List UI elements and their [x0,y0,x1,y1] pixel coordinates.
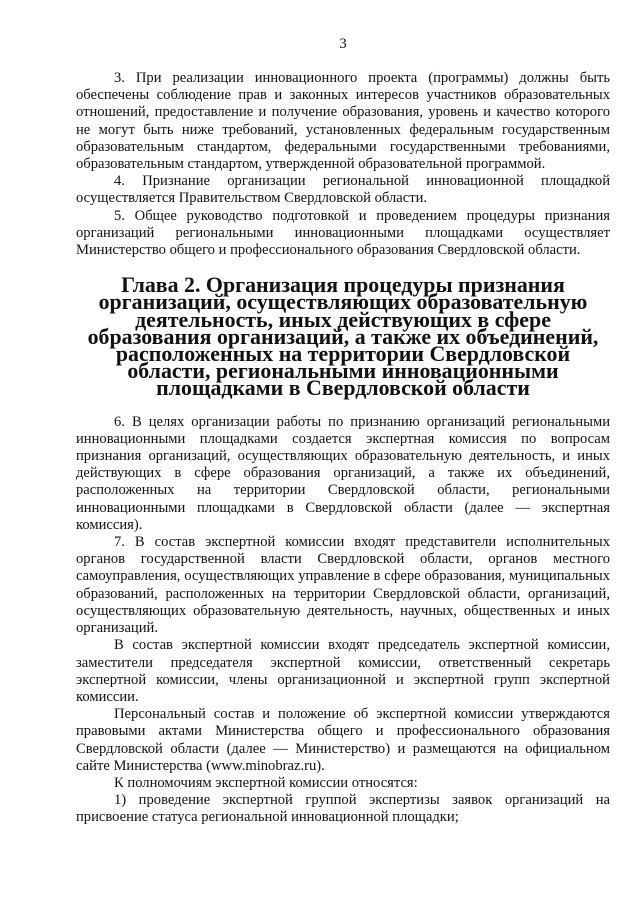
paragraph-5: 5. Общее руководство подготовкой и проведением процедуры признания организаций региональными инновационными площадками осуществляет Министерство общего и профессионального образования Свердловской области. [76,207,610,259]
paragraph-commission-personnel: Персональный состав и положение об экспертной комиссии утверждаются правовыми актами Министерства общего и профессионального образования Свердловской области (далее — Министерство) и размещаются на официальном сайте Министерства (www.minobraz.ru). [76,706,610,774]
paragraph-4: 4. Признание организации региональной инновационной площадкой осуществляется Правительством Свердловской области. [76,173,610,207]
page-number: 3 [339,36,347,52]
paragraph-commission-composition: В состав экспертной комиссии входят председатель экспертной комиссии, заместители председателя экспертной комиссии, ответственный секретарь экспертной комиссии, члены организационной и экспертной групп экспертной комиссии. [76,637,610,705]
paragraph-7: 7. В состав экспертной комиссии входят представители исполнительных органов государственной власти Свердловской области, органов местного самоуправления, осуществляющих управление в сфере образования, муниципальных образований, расположенных на территории Свердловской области, организаций, осуществляющих образовательную деятельность, научных, общественных и иных организаций. [76,534,610,637]
paragraph-powers-intro: К полномочиям экспертной комиссии относятся: [114,774,418,791]
paragraph-6: 6. В целях организации работы по признанию организаций региональными инновационными площадками создается экспертная комиссия по вопросам признания организаций, осуществляющих образовательную деятельность, и иных действующих в сфере образования организаций, а также их объединений, расположенных на территории Свердловской области, региональными инновационными площадками в Свердловской области (далее — экспертная комиссия). [76,413,610,533]
chapter-2-title: Глава 2. Организация процедуры признания организаций, осуществляющих образовательную деятельность, иных действующих в сфере образования организаций, а также их объединений, расположенных на территории Свердловской области, региональными инновационными площадками в Свердловской области [87,272,599,401]
paragraph-power-1: 1) проведение экспертной группой экспертизы заявок организаций на присвоение статуса региональной инновационной площадки; [76,792,610,826]
paragraph-3: 3. При реализации инновационного проекта (программы) должны быть обеспечены соблюдение прав и законных интересов участников образовательных отношений, предоставление и получение образования, уровень и качество которого не могут быть ниже требований, установленных федеральным государственным образовательным стандартом, федеральными государственными требованиями, образовательным стандартом, утвержденной образовательной программой. [76,70,610,173]
